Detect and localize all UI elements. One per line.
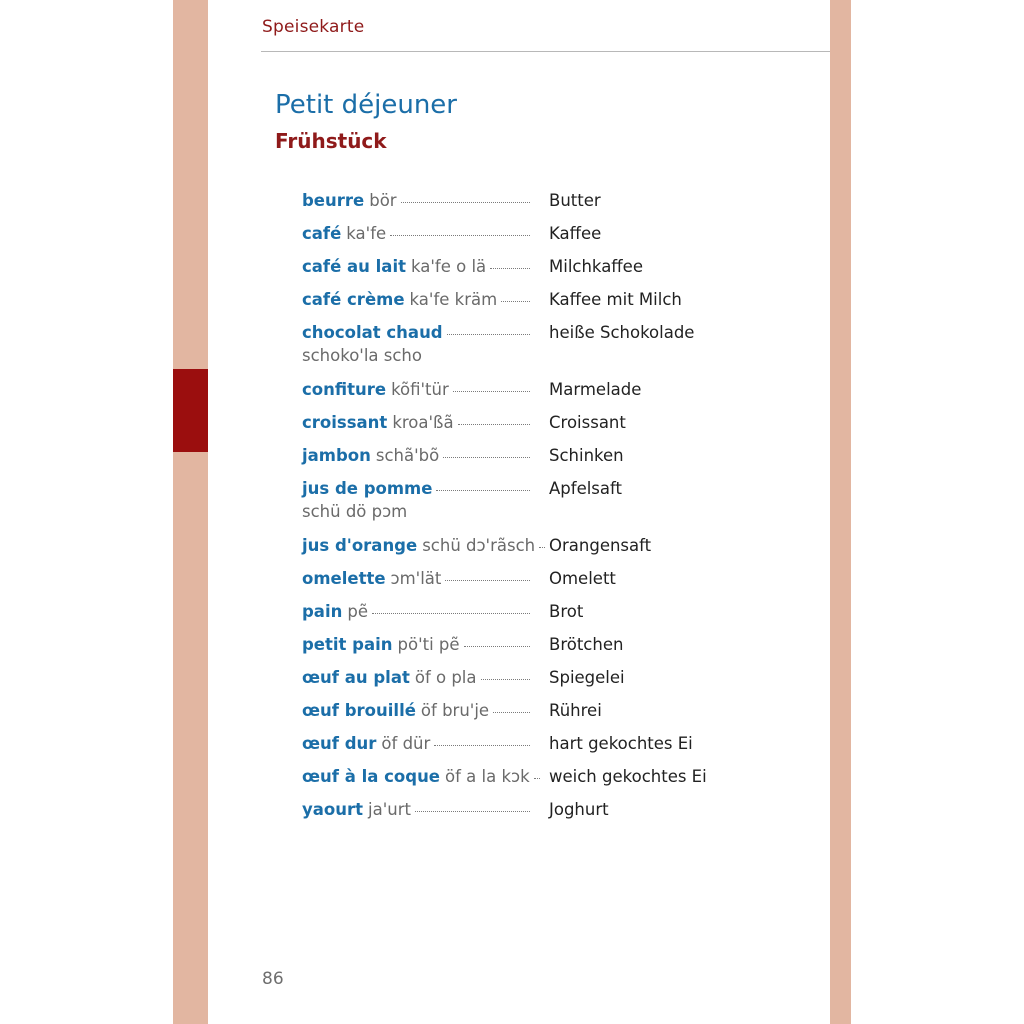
dot-leader bbox=[534, 778, 540, 779]
french-line bbox=[302, 289, 530, 311]
dot-leader bbox=[458, 424, 530, 425]
pronunciation: kõfi'tür bbox=[391, 380, 449, 399]
french-term: jambon bbox=[302, 446, 371, 465]
french-line bbox=[302, 223, 530, 245]
french-term: omelette bbox=[302, 569, 386, 588]
german-translation: Croissant bbox=[549, 413, 626, 432]
pronunciation: ka'fe o lä bbox=[411, 257, 487, 276]
dot-leader bbox=[443, 457, 530, 458]
pronunciation: schã'bõ bbox=[375, 446, 440, 465]
pronunciation: ɔm'lät bbox=[390, 569, 442, 588]
vocab-entry bbox=[302, 700, 742, 722]
german-translation: Marmelade bbox=[549, 380, 642, 399]
dot-leader bbox=[501, 301, 530, 302]
german-translation: heiße Schokolade bbox=[549, 323, 695, 342]
german-translation: Apfelsaft bbox=[549, 479, 623, 498]
french-term: œuf brouillé bbox=[302, 701, 416, 720]
dot-leader bbox=[445, 580, 530, 581]
german-translation: Rührei bbox=[549, 701, 602, 720]
german-translation: Schinken bbox=[549, 446, 624, 465]
pronunciation-continued: schoko'la scho bbox=[302, 346, 422, 365]
french-line bbox=[302, 667, 530, 689]
french-line bbox=[302, 568, 530, 590]
french-column bbox=[302, 223, 530, 245]
vocab-entry bbox=[302, 568, 742, 590]
vocab-entry bbox=[302, 256, 742, 278]
french-column bbox=[302, 379, 530, 401]
french-column bbox=[302, 445, 530, 467]
french-column bbox=[302, 412, 530, 434]
french-term: café bbox=[302, 224, 342, 243]
dot-leader bbox=[401, 202, 530, 203]
running-header: Speisekarte bbox=[262, 17, 365, 37]
french-column bbox=[302, 478, 530, 524]
german-translation: Spiegelei bbox=[549, 668, 625, 687]
french-line bbox=[302, 799, 530, 821]
pronunciation: öf a la kɔk bbox=[445, 767, 530, 786]
pronunciation: pẽ bbox=[347, 602, 368, 621]
french-term: pain bbox=[302, 602, 343, 621]
german-translation: Butter bbox=[549, 191, 601, 210]
vocab-entry bbox=[302, 223, 742, 245]
german-translation: weich gekochtes Ei bbox=[549, 767, 707, 786]
vocab-entry bbox=[302, 733, 742, 755]
vocab-entry bbox=[302, 379, 742, 401]
french-column bbox=[302, 601, 530, 623]
french-column bbox=[302, 289, 530, 311]
vocab-entry bbox=[302, 412, 742, 434]
header-divider bbox=[261, 51, 830, 52]
dot-leader bbox=[490, 268, 530, 269]
french-column bbox=[302, 190, 530, 212]
french-column bbox=[302, 766, 530, 788]
vocab-entry bbox=[302, 799, 742, 821]
dot-leader bbox=[447, 334, 530, 335]
dot-leader bbox=[481, 679, 530, 680]
right-margin-band bbox=[830, 0, 851, 1024]
french-term: yaourt bbox=[302, 800, 363, 819]
french-line bbox=[302, 256, 530, 278]
french-line bbox=[302, 445, 530, 467]
french-term: café crème bbox=[302, 290, 405, 309]
french-line bbox=[302, 535, 536, 557]
german-translation: Kaffee bbox=[549, 224, 602, 243]
french-column bbox=[302, 667, 530, 689]
vocab-entry bbox=[302, 190, 742, 212]
pronunciation: ka'fe bbox=[346, 224, 387, 243]
dot-leader bbox=[390, 235, 530, 236]
section-title-french: Petit déjeuner bbox=[275, 90, 457, 120]
german-translation: Brötchen bbox=[549, 635, 624, 654]
german-translation: Omelett bbox=[549, 569, 616, 588]
pronunciation: ka'fe kräm bbox=[409, 290, 498, 309]
french-term: petit pain bbox=[302, 635, 393, 654]
french-line bbox=[302, 412, 530, 434]
german-translation: Milchkaffee bbox=[549, 257, 643, 276]
pronunciation: öf o pla bbox=[414, 668, 477, 687]
french-line bbox=[302, 601, 530, 623]
french-line bbox=[302, 700, 530, 722]
french-term: croissant bbox=[302, 413, 388, 432]
french-term: jus d'orange bbox=[302, 536, 418, 555]
vocab-entry bbox=[302, 478, 742, 524]
vocab-entry bbox=[302, 766, 742, 788]
pronunciation: öf dür bbox=[381, 734, 431, 753]
pronunciation: bör bbox=[369, 191, 397, 210]
french-term: café au lait bbox=[302, 257, 406, 276]
french-term: jus de pomme bbox=[302, 479, 433, 498]
french-column bbox=[302, 535, 536, 557]
french-term: chocolat chaud bbox=[302, 323, 443, 342]
vocab-entry bbox=[302, 601, 742, 623]
german-translation: Joghurt bbox=[549, 800, 609, 819]
french-column bbox=[302, 256, 530, 278]
pronunciation: öf bru'je bbox=[420, 701, 490, 720]
dot-leader bbox=[539, 547, 545, 548]
french-term: beurre bbox=[302, 191, 365, 210]
left-margin-band bbox=[173, 0, 208, 1024]
french-term: œuf dur bbox=[302, 734, 377, 753]
section-title-german: Frühstück bbox=[275, 129, 387, 153]
vocab-entry bbox=[302, 322, 742, 368]
pronunciation: schü dɔ'rãsch bbox=[422, 536, 536, 555]
german-translation: Orangensaft bbox=[549, 536, 652, 555]
french-column bbox=[302, 700, 530, 722]
french-column bbox=[302, 322, 530, 368]
pronunciation-continued: schü dö pɔm bbox=[302, 502, 408, 521]
page-number: 86 bbox=[262, 969, 284, 989]
dot-leader bbox=[493, 712, 530, 713]
vocab-entry bbox=[302, 667, 742, 689]
vocab-entry bbox=[302, 289, 742, 311]
french-term: confiture bbox=[302, 380, 387, 399]
dot-leader bbox=[434, 745, 530, 746]
german-translation: hart gekochtes Ei bbox=[549, 734, 693, 753]
french-line bbox=[302, 766, 530, 788]
french-line bbox=[302, 733, 530, 755]
dot-leader bbox=[372, 613, 530, 614]
german-translation: Brot bbox=[549, 602, 584, 621]
french-line bbox=[302, 478, 530, 500]
german-translation: Kaffee mit Milch bbox=[549, 290, 682, 309]
dot-leader bbox=[464, 646, 530, 647]
french-column bbox=[302, 799, 530, 821]
french-line bbox=[302, 322, 530, 344]
dot-leader bbox=[453, 391, 530, 392]
french-line bbox=[302, 634, 530, 656]
vocabulary-list bbox=[302, 190, 742, 832]
french-line bbox=[302, 190, 530, 212]
vocab-entry bbox=[302, 535, 742, 557]
dot-leader bbox=[415, 811, 530, 812]
vocab-entry bbox=[302, 445, 742, 467]
vocab-entry bbox=[302, 634, 742, 656]
dot-leader bbox=[436, 490, 530, 491]
french-column bbox=[302, 733, 530, 755]
french-column bbox=[302, 634, 530, 656]
chapter-tab-marker bbox=[173, 369, 208, 452]
pronunciation: ja'urt bbox=[368, 800, 411, 819]
french-term: œuf au plat bbox=[302, 668, 410, 687]
french-term: œuf à la coque bbox=[302, 767, 441, 786]
pronunciation: kroa'ßã bbox=[392, 413, 454, 432]
french-column bbox=[302, 568, 530, 590]
pronunciation: pö'ti pẽ bbox=[397, 635, 460, 654]
french-line bbox=[302, 379, 530, 401]
